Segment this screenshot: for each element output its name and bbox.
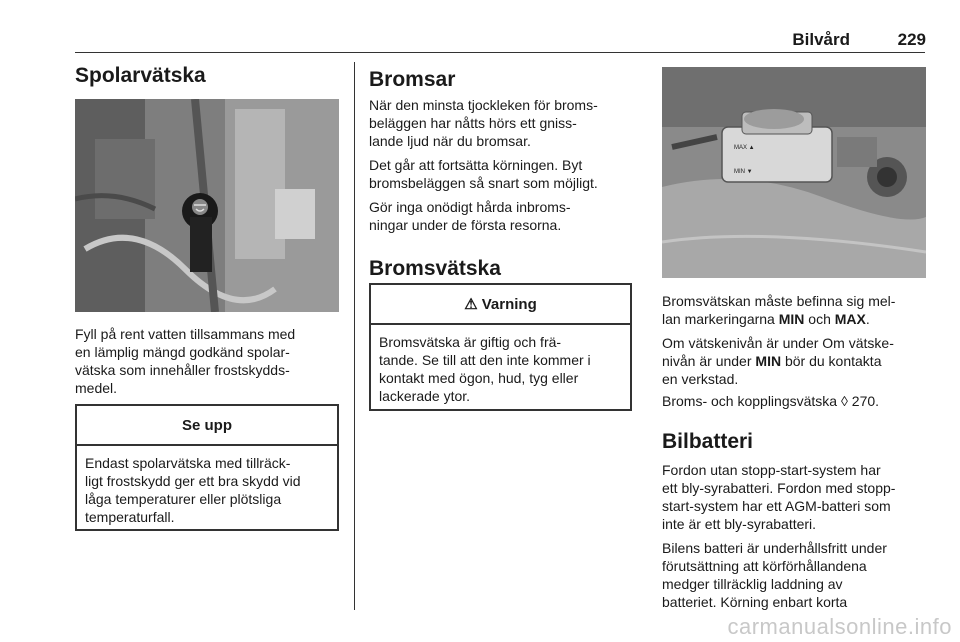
warning-text: Bromsvätska är giftig och frä- tande. Se till att den inte kommer i kontakt med ögon, hud, tyg eller lackerade ytor. xyxy=(379,334,591,404)
watermark: carmanualsonline.info xyxy=(727,614,952,639)
washer-fluid-paragraph: Fyll på rent vatten tillsammans med en lämplig mängd godkänd spolar- vätska som innehåller frostskydds- medel. xyxy=(75,326,296,396)
washer-fluid-heading: Spolarvätska xyxy=(75,64,206,87)
brakes-paragraph-1: När den minsta tjockleken för broms- beläggen har nåtts hörs ett gniss- lande ljud när du bromsar. xyxy=(369,97,598,149)
brake-fluid-heading: Bromsvätska xyxy=(369,257,501,280)
brakes-paragraph-2: Det går att fortsätta körningen. Byt bromsbeläggen så snart som möjligt. xyxy=(369,157,598,191)
page-number: 229 xyxy=(897,30,926,49)
warning-header xyxy=(371,285,630,325)
brakes-heading: Bromsar xyxy=(369,68,456,91)
battery-paragraph-1: Fordon utan stopp-start-system har ett bly-syrabatteri. Fordon med stopp- start-system har ett AGM-batteri som inte är ett bly-syrabatteri. xyxy=(662,462,896,532)
brake-fluid-paragraph-3[interactable]: Broms- och kopplingsvätska ◊ 270. xyxy=(662,393,880,409)
caution-title: Se upp xyxy=(77,406,337,446)
washer-reservoir-photo xyxy=(75,99,339,312)
min-mark-2: MIN xyxy=(755,353,782,369)
caution-box xyxy=(75,404,339,531)
page-reference-icon: ◊ xyxy=(840,393,848,409)
max-mark: MAX xyxy=(834,311,866,327)
warning-triangle-icon: ⚠ xyxy=(464,296,478,313)
photo-min-label: MIN ▼ xyxy=(734,169,753,175)
battery-paragraph-2: Bilens batteri är underhållsfritt under förutsättning att körförhållandena medger tillräcklig laddning av batteriet. Körning enbart korta xyxy=(662,540,887,610)
warning-title: Varning xyxy=(481,295,537,313)
brake-fluid-paragraph-1: Bromsvätskan måste befinna sig mel- lan markeringarna MIN och MAX. xyxy=(662,293,896,327)
battery-heading: Bilbatteri xyxy=(662,430,754,453)
warning-box xyxy=(369,283,632,411)
column-divider xyxy=(354,62,355,610)
min-mark: MIN xyxy=(778,311,805,327)
header-title: Bilvård xyxy=(792,30,850,49)
caution-text: Endast spolarvätska med tillräck- ligt frostskydd ger ett bra skydd vid låga temperaturer eller plötsliga temperaturfall. xyxy=(85,455,301,525)
brake-fluid-reservoir-photo xyxy=(662,67,926,278)
brake-fluid-paragraph-2: Om vätskenivån är under Om vätske- nivån är under MIN bör du kontakta en verkstad. xyxy=(662,335,894,387)
photo-max-label: MAX ▲ xyxy=(734,145,755,151)
brakes-paragraph-3: Gör inga onödigt hårda inbroms- ningar under de första resorna. xyxy=(369,199,571,233)
header-rule xyxy=(75,52,925,53)
